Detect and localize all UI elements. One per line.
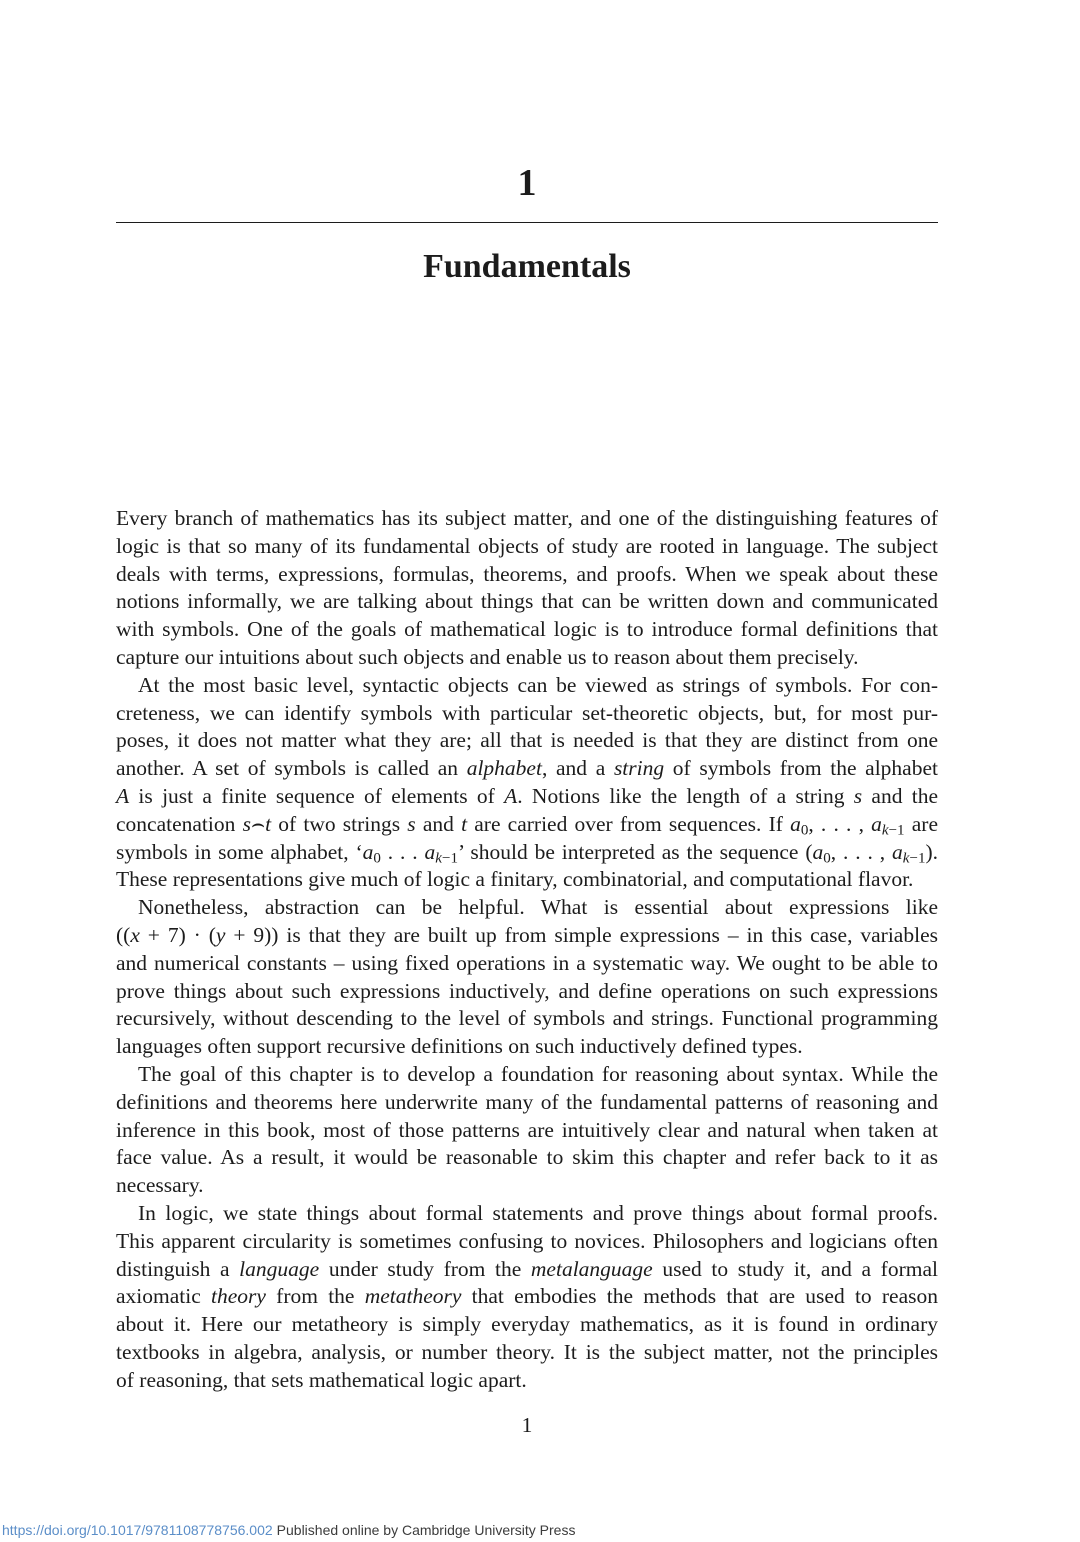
italic-text: t bbox=[461, 811, 468, 836]
text-run: . Notions like the length of a string bbox=[517, 783, 854, 808]
subscript: −1 bbox=[441, 849, 458, 866]
text-run: (( bbox=[116, 922, 131, 947]
text-run: ’ should be interpreted as the sequence ( bbox=[457, 839, 813, 864]
subscript: 0 bbox=[373, 849, 381, 866]
text-line bbox=[116, 978, 938, 1006]
text-run: . . . bbox=[380, 839, 425, 864]
subscript: k bbox=[902, 849, 910, 866]
text-line bbox=[116, 700, 938, 728]
text-run: and numerical constants – using fixed operations in a systematic way. We ought to be able to bbox=[116, 950, 938, 975]
text-run: deals with terms, expressions, formulas, theorems, and proofs. When we speak about these bbox=[116, 561, 938, 586]
text-run: capture our intuitions about such objects and enable us to reason about them precisely. bbox=[116, 644, 859, 669]
text-run: necessary. bbox=[116, 1173, 204, 1198]
text-run: axiomatic bbox=[116, 1284, 212, 1309]
text-run: Nonetheless, abstraction can be helpful. What is essential about expressions like bbox=[138, 895, 938, 920]
text-line bbox=[116, 1061, 938, 1089]
doi-link[interactable]: https://doi.org/10.1017/9781108778756.002 bbox=[2, 1522, 273, 1538]
text-run: from the bbox=[265, 1284, 365, 1309]
subscript: k bbox=[881, 822, 889, 839]
paragraph bbox=[116, 672, 938, 894]
text-line bbox=[116, 1367, 938, 1395]
subscript: −1 bbox=[888, 822, 905, 839]
text-run: distinguish a bbox=[116, 1256, 240, 1281]
italic-text: language bbox=[239, 1256, 320, 1281]
footer bbox=[2, 1521, 575, 1539]
text-run: prove things about such expressions inductively, and define operations on such expressions bbox=[116, 978, 938, 1003]
italic-text: theory bbox=[211, 1284, 266, 1309]
text-line bbox=[116, 811, 938, 839]
publisher-note: Published online by Cambridge University Press bbox=[276, 1522, 576, 1538]
text-run: textbooks in algebra, analysis, or number theory. It is the subject matter, not the principles bbox=[116, 1339, 938, 1364]
text-run: logic is that so many of its fundamental objects of study are rooted in language. The subject bbox=[116, 533, 938, 558]
text-line bbox=[116, 644, 938, 672]
italic-text: A bbox=[504, 783, 518, 808]
text-run: is just a finite sequence of elements of bbox=[129, 783, 505, 808]
page-number: 1 bbox=[521, 1413, 533, 1437]
italic-text: metalanguage bbox=[530, 1256, 653, 1281]
italic-text: a bbox=[871, 811, 882, 836]
body-text bbox=[116, 505, 938, 1395]
italic-text: a bbox=[892, 839, 903, 864]
text-run: of reasoning, that sets mathematical logic apart. bbox=[116, 1367, 527, 1392]
italic-text: y bbox=[215, 922, 226, 947]
text-line bbox=[116, 1256, 938, 1284]
italic-text: s bbox=[407, 811, 416, 836]
paragraph bbox=[116, 1200, 938, 1395]
text-run: In logic, we state things about formal statements and prove things about formal proofs. bbox=[138, 1200, 938, 1225]
paragraph bbox=[116, 894, 938, 1061]
text-run: used to study it, and a formal bbox=[652, 1256, 938, 1281]
subscript: k bbox=[435, 849, 442, 866]
text-line bbox=[116, 950, 938, 978]
text-run: creteness, we can identify symbols with particular set-theoretic objects, but, for most pur- bbox=[116, 700, 938, 725]
text-line bbox=[116, 1339, 938, 1367]
text-run: inference in this book, most of those patterns are intuitively clear and natural when taken at bbox=[116, 1117, 938, 1142]
text-line bbox=[116, 922, 938, 950]
text-line bbox=[116, 505, 938, 533]
subscript: −1 bbox=[909, 849, 926, 866]
italic-text: a bbox=[362, 839, 374, 864]
text-run: languages often support recursive definitions on such inductively defined types. bbox=[116, 1034, 803, 1059]
chapter-title: Fundamentals bbox=[423, 248, 631, 285]
text-run: recursively, without descending to the level of symbols and strings. Functional programming bbox=[116, 1006, 938, 1031]
text-line bbox=[116, 616, 938, 644]
subscript: 0 bbox=[800, 822, 809, 839]
italic-text: string bbox=[613, 756, 665, 781]
italic-text: s bbox=[242, 811, 251, 836]
text-run: ). bbox=[925, 839, 939, 864]
text-line bbox=[116, 533, 938, 561]
text-line bbox=[116, 588, 938, 616]
text-line bbox=[116, 1200, 938, 1228]
text-line bbox=[116, 727, 938, 755]
italic-text: alphabet bbox=[466, 756, 542, 781]
text-run: are carried over from sequences. If bbox=[467, 811, 791, 836]
text-run: and bbox=[415, 811, 462, 836]
text-run: The goal of this chapter is to develop a foundation for reasoning about syntax. While the bbox=[138, 1061, 938, 1086]
text-run: poses, it does not matter what they are; all that is needed is that they are distinct from one bbox=[116, 728, 938, 753]
text-line bbox=[116, 1033, 938, 1061]
chapter-divider bbox=[116, 222, 938, 223]
italic-text: x bbox=[130, 922, 140, 947]
text-run: face value. As a result, it would be reasonable to skim this chapter and refer back to it as bbox=[116, 1145, 938, 1170]
text-run: , . . . , bbox=[830, 839, 893, 864]
italic-text: a bbox=[424, 839, 436, 864]
text-line bbox=[116, 783, 938, 811]
text-line bbox=[116, 1283, 938, 1311]
text-run: about it. Here our metatheory is simply everyday mathematics, as it is found in ordinary bbox=[116, 1312, 938, 1337]
text-run: + 9)) is that they are built up from simple expressions – in this case, variables bbox=[225, 922, 938, 947]
text-run: and the bbox=[862, 783, 939, 808]
italic-text: s bbox=[853, 783, 863, 808]
text-line bbox=[116, 866, 938, 894]
italic-text: metatheory bbox=[364, 1284, 462, 1309]
text-run: At the most basic level, syntactic objects can be viewed as strings of symbols. For con- bbox=[138, 672, 938, 697]
text-line bbox=[116, 1089, 938, 1117]
text-line bbox=[116, 1311, 938, 1339]
text-line bbox=[116, 561, 938, 589]
text-run: + 7) · ( bbox=[139, 922, 216, 947]
text-run: notions informally, we are talking about things that can be written down and communicated bbox=[116, 589, 938, 614]
text-run: These representations give much of logic a finitary, combinatorial, and computational flavor. bbox=[116, 867, 914, 892]
text-run: of two strings bbox=[271, 811, 408, 836]
italic-text: A bbox=[116, 783, 130, 808]
text-run: symbols in some alphabet, ‘ bbox=[116, 839, 363, 864]
text-run: are bbox=[904, 811, 939, 836]
text-run: ⌢ bbox=[250, 811, 266, 836]
text-run: that embodies the methods that are used to reason bbox=[461, 1284, 939, 1309]
text-line bbox=[116, 1228, 938, 1256]
paragraph bbox=[116, 505, 938, 672]
text-run: with symbols. One of the goals of mathematical logic is to introduce formal definitions that bbox=[116, 617, 938, 642]
text-line bbox=[116, 1005, 938, 1033]
text-run: another. A set of symbols is called an bbox=[116, 756, 467, 781]
italic-text: a bbox=[812, 839, 824, 864]
italic-text: a bbox=[790, 811, 801, 836]
text-run: , . . . , bbox=[808, 811, 872, 836]
text-run: This apparent circularity is sometimes confusing to novices. Philosophers and logicians often bbox=[116, 1228, 938, 1253]
text-line bbox=[116, 755, 938, 783]
text-line bbox=[116, 894, 938, 922]
subscript: 0 bbox=[823, 849, 831, 866]
text-line bbox=[116, 1117, 938, 1145]
text-line bbox=[116, 672, 938, 700]
text-line bbox=[116, 1144, 938, 1172]
paragraph bbox=[116, 1061, 938, 1200]
text-run: concatenation bbox=[116, 811, 243, 836]
text-run: definitions and theorems here underwrite many of the fundamental patterns of reasoning and bbox=[116, 1089, 938, 1114]
text-run: Every branch of mathematics has its subject matter, and one of the distinguishing features of bbox=[116, 506, 938, 530]
text-run: under study from the bbox=[319, 1256, 531, 1281]
text-run: of symbols from the alphabet bbox=[664, 756, 938, 781]
text-line bbox=[116, 839, 938, 867]
italic-text: t bbox=[265, 811, 272, 836]
text-line bbox=[116, 1172, 938, 1200]
chapter-number: 1 bbox=[517, 162, 537, 204]
text-run: , and a bbox=[541, 756, 614, 781]
